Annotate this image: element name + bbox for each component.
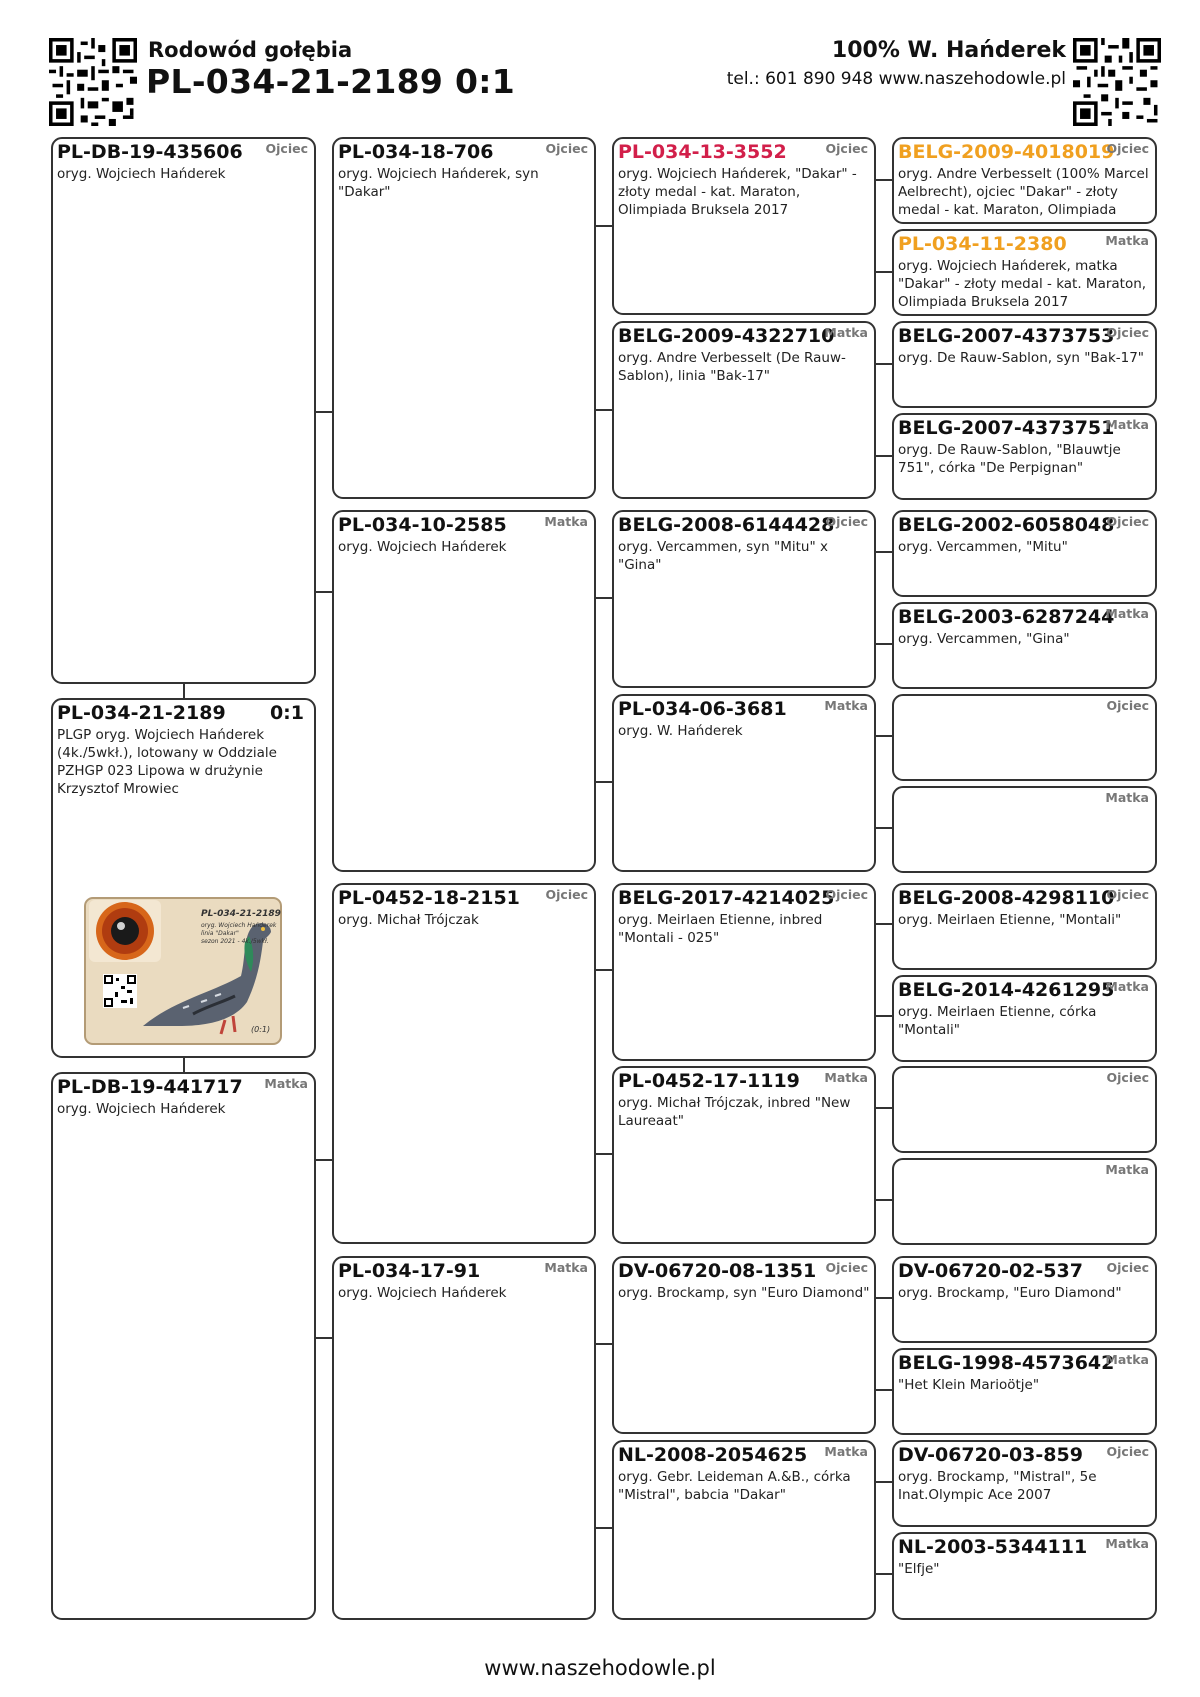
role-label: Matka <box>824 698 868 713</box>
card-description: oryg. Michał Trójczak, inbred "New Laureaat" <box>618 1095 851 1129</box>
pigeon-photo <box>83 896 283 1046</box>
card-description: oryg. Brockamp, syn "Euro Diamond" <box>618 1285 870 1301</box>
role-label: Ojciec <box>825 141 868 156</box>
ring-number: BELG-1998-4573642 <box>898 1352 1115 1374</box>
card-description: oryg. Gebr. Leideman A.&B., córka "Mistral", babcia "Dakar" <box>618 1469 851 1503</box>
card-description: oryg. Wojciech Hańderek, "Dakar" - złoty medal - kat. Maraton, Olimpiada Bruksela 2017 <box>618 166 857 218</box>
role-label: Ojciec <box>825 1260 868 1275</box>
pedigree-card-gen4[interactable] <box>892 1256 1157 1343</box>
role-label: Matka <box>824 1444 868 1459</box>
pedigree-card-gen3[interactable] <box>612 1440 876 1620</box>
role-label: Matka <box>1105 233 1149 248</box>
pedigree-card-gen4[interactable] <box>892 602 1157 689</box>
ring-number: DV-06720-03-859 <box>898 1444 1083 1466</box>
document-ring-number: PL-034-21-2189 0:1 <box>146 62 515 101</box>
ring-number: PL-DB-19-435606 <box>57 141 243 163</box>
ring-number: BELG-2007-4373753 <box>898 325 1115 347</box>
card-description: oryg. W. Hańderek <box>618 723 743 739</box>
breeder-contact: tel.: 601 890 948 www.naszehodowle.pl <box>726 69 1066 89</box>
pedigree-card-gen3[interactable] <box>612 1066 876 1244</box>
ring-number: BELG-2014-4261295 <box>898 979 1115 1001</box>
pedigree-card-gen4[interactable] <box>892 883 1157 970</box>
ring-number: PL-DB-19-441717 <box>57 1076 243 1098</box>
role-label: Matka <box>1105 1162 1149 1177</box>
ring-number: BELG-2009-4322710 <box>618 325 835 347</box>
card-description: oryg. Brockamp, "Euro Diamond" <box>898 1285 1122 1301</box>
pedigree-card-gen2[interactable] <box>332 1256 596 1620</box>
document-title: Rodowód gołębia <box>148 38 353 62</box>
role-label: Ojciec <box>545 141 588 156</box>
ring-number: PL-0452-17-1119 <box>618 1070 800 1092</box>
role-label: Ojciec <box>1106 141 1149 156</box>
photo-score: (0:1) <box>251 1025 271 1034</box>
role-label: Matka <box>1105 1352 1149 1367</box>
pedigree-card-mother[interactable] <box>51 1072 316 1620</box>
role-label: Ojciec <box>545 887 588 902</box>
card-description: oryg. De Rauw-Sablon, "Blauwtje 751", córka "De Perpignan" <box>898 442 1121 476</box>
ring-number: PL-0452-18-2151 <box>338 887 520 909</box>
card-description: oryg. De Rauw-Sablon, syn "Bak-17" <box>898 350 1145 366</box>
pedigree-card-gen4[interactable] <box>892 1066 1157 1153</box>
pedigree-card-gen4[interactable] <box>892 1158 1157 1245</box>
card-description: oryg. Vercammen, "Mitu" <box>898 539 1068 555</box>
ring-number: BELG-2002-6058048 <box>898 514 1115 536</box>
card-description: oryg. Michał Trójczak <box>338 912 479 928</box>
score-label: 0:1 <box>269 702 304 724</box>
pedigree-card-gen4[interactable] <box>892 1348 1157 1435</box>
card-description: "Elfje" <box>898 1561 940 1577</box>
role-label: Matka <box>1105 790 1149 805</box>
card-description: oryg. Wojciech Hańderek, matka "Dakar" - złoty medal - kat. Maraton, Olimpiada Bruksela 2017 <box>898 258 1147 310</box>
pedigree-card-gen2[interactable] <box>332 883 596 1244</box>
card-description: oryg. Meirlaen Etienne, "Montali" <box>898 912 1122 928</box>
photo-ring-text: PL-034-21-2189 <box>201 909 281 919</box>
ring-number: PL-034-17-91 <box>338 1260 481 1282</box>
ring-number: BELG-2008-6144428 <box>618 514 835 536</box>
ring-number: BELG-2009-4018019 <box>898 141 1115 163</box>
role-label: Ojciec <box>825 887 868 902</box>
card-description: PLGP oryg. Wojciech Hańderek (4k./5wkł.), lotowany w Oddziale PZHGP 023 Lipowa w drużynie Krzysztof Mrowiec <box>57 727 277 797</box>
pedigree-card-subject[interactable] <box>51 698 316 1058</box>
ring-number: PL-034-21-2189 <box>57 702 226 724</box>
role-label: Matka <box>544 514 588 529</box>
pedigree-card-gen4[interactable] <box>892 975 1157 1062</box>
role-label: Matka <box>544 1260 588 1275</box>
pedigree-card-gen4[interactable] <box>892 694 1157 781</box>
photo-line-2: linia "Dakar" <box>201 930 239 937</box>
card-description: oryg. Brockamp, "Mistral", 5e Inat.Olympic Ace 2007 <box>898 1469 1097 1503</box>
pedigree-card-gen4[interactable] <box>892 786 1157 873</box>
card-description: oryg. Wojciech Hańderek <box>338 539 507 555</box>
pedigree-card-gen4[interactable] <box>892 1532 1157 1620</box>
card-description: "Het Klein Marioötje" <box>898 1377 1040 1393</box>
ring-number: DV-06720-08-1351 <box>618 1260 817 1282</box>
card-description: oryg. Andre Verbesselt (De Rauw-Sablon), linia "Bak-17" <box>618 350 846 384</box>
card-description: oryg. Wojciech Hańderek, syn "Dakar" <box>338 166 539 200</box>
breeder-name: 100% W. Hańderek <box>831 38 1066 63</box>
role-label: Ojciec <box>1106 325 1149 340</box>
card-description: oryg. Wojciech Hańderek <box>57 166 226 182</box>
card-description: oryg. Vercammen, syn "Mitu" x "Gina" <box>618 539 828 573</box>
pedigree-card-gen2[interactable] <box>332 137 596 499</box>
role-label: Matka <box>1105 1536 1149 1551</box>
ring-number: PL-034-10-2585 <box>338 514 507 536</box>
ring-number: NL-2003-5344111 <box>898 1536 1088 1558</box>
photo-line-1: oryg. Wojciech Hańderek <box>201 922 277 929</box>
role-label: Ojciec <box>1106 514 1149 529</box>
pedigree-card-gen3[interactable] <box>612 510 876 688</box>
ring-number: BELG-2007-4373751 <box>898 417 1115 439</box>
role-label: Ojciec <box>1106 1260 1149 1275</box>
role-label: Matka <box>1105 606 1149 621</box>
role-label: Matka <box>264 1076 308 1091</box>
card-description: oryg. Wojciech Hańderek <box>57 1101 226 1117</box>
pedigree-card-father[interactable] <box>51 137 316 684</box>
footer-website: www.naszehodowle.pl <box>484 1656 716 1680</box>
pedigree-card-gen3[interactable] <box>612 137 876 315</box>
ring-number: PL-034-13-3552 <box>618 141 787 163</box>
role-label: Ojciec <box>265 141 308 156</box>
card-description: oryg. Meirlaen Etienne, córka "Montali" <box>898 1004 1097 1038</box>
role-label: Ojciec <box>825 514 868 529</box>
ring-number: PL-034-18-706 <box>338 141 494 163</box>
role-label: Ojciec <box>1106 1070 1149 1085</box>
ring-number: BELG-2008-4298110 <box>898 887 1115 909</box>
role-label: Ojciec <box>1106 1444 1149 1459</box>
pedigree-card-gen3[interactable] <box>612 883 876 1061</box>
pedigree-card-gen3[interactable] <box>612 694 876 872</box>
ring-number: PL-034-11-2380 <box>898 233 1067 255</box>
ring-number: NL-2008-2054625 <box>618 1444 808 1466</box>
role-label: Ojciec <box>1106 698 1149 713</box>
pedigree-card-gen4[interactable] <box>892 229 1157 316</box>
role-label: Matka <box>1105 979 1149 994</box>
ring-number: BELG-2003-6287244 <box>898 606 1115 628</box>
ring-number: BELG-2017-4214025 <box>618 887 835 909</box>
ring-number: PL-034-06-3681 <box>618 698 787 720</box>
role-label: Ojciec <box>1106 887 1149 902</box>
pedigree-card-gen4[interactable] <box>892 510 1157 597</box>
pedigree-card-gen4[interactable] <box>892 1440 1157 1527</box>
card-description: oryg. Vercammen, "Gina" <box>898 631 1070 647</box>
role-label: Matka <box>824 1070 868 1085</box>
pedigree-card-gen4[interactable] <box>892 413 1157 500</box>
pedigree-card-gen3[interactable] <box>612 321 876 499</box>
role-label: Matka <box>824 325 868 340</box>
pedigree-card-gen4[interactable] <box>892 137 1157 224</box>
pedigree-card-gen4[interactable] <box>892 321 1157 408</box>
photo-line-3: sezon 2021 - 4k./5wkł. <box>201 938 269 945</box>
role-label: Matka <box>1105 417 1149 432</box>
pedigree-card-gen3[interactable] <box>612 1256 876 1434</box>
card-description: oryg. Andre Verbesselt (100% Marcel Aelbrecht), ojciec "Dakar" - złoty medal - kat. Maraton, Olimpiada <box>898 166 1149 218</box>
card-description: oryg. Wojciech Hańderek <box>338 1285 507 1301</box>
card-description: oryg. Meirlaen Etienne, inbred "Montali - 025" <box>618 912 823 946</box>
ring-number: DV-06720-02-537 <box>898 1260 1083 1282</box>
pedigree-card-gen2[interactable] <box>332 510 596 872</box>
